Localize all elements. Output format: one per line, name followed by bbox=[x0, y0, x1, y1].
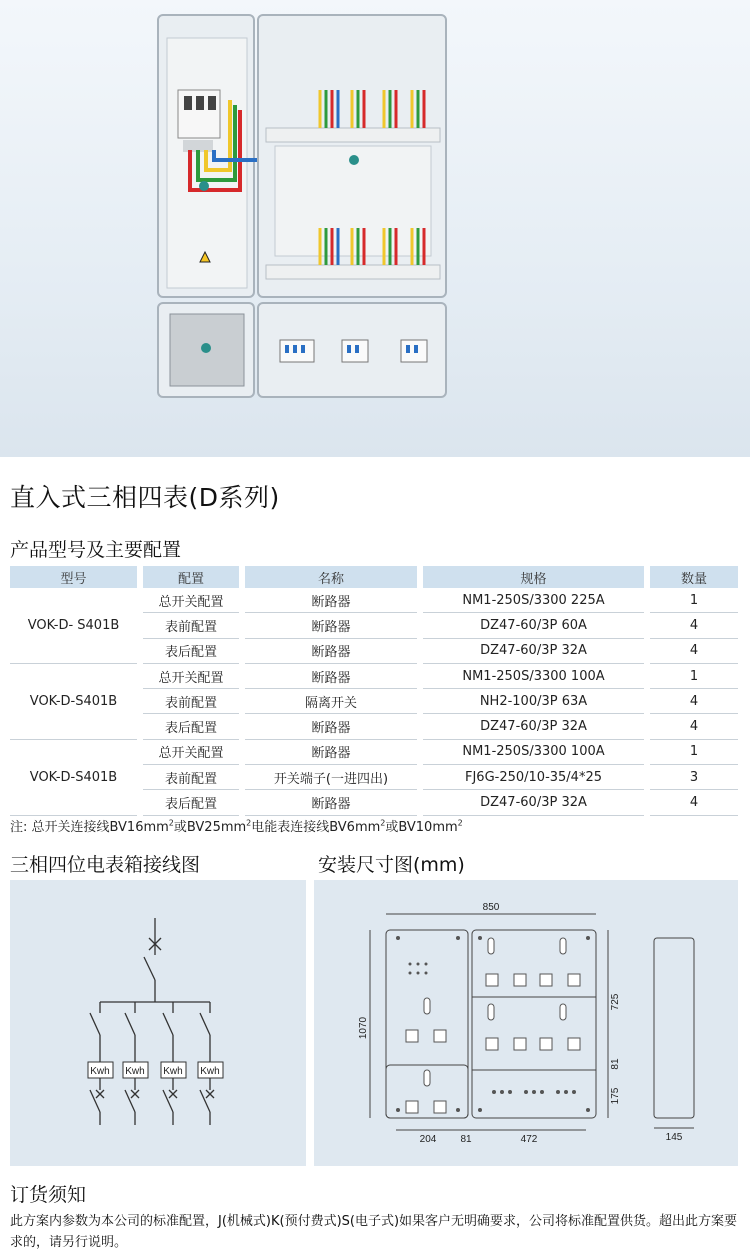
note-text: 电能表连接线BV6mm bbox=[251, 820, 381, 835]
table-cell: 总开关配置 bbox=[143, 664, 239, 689]
dimension-drawing bbox=[314, 880, 738, 1166]
table-cell: 1 bbox=[650, 664, 738, 689]
note-superscript: 2 bbox=[380, 818, 386, 828]
table-row bbox=[10, 664, 738, 689]
table-cell: 3 bbox=[650, 765, 738, 790]
col-header: 名称 bbox=[245, 566, 417, 588]
table-cell: DZ47-60/3P 32A bbox=[423, 790, 644, 815]
table-cell: 断路器 bbox=[245, 740, 417, 765]
page-title: 直入式三相四表(D系列) bbox=[10, 483, 280, 512]
table-cell: 4 bbox=[650, 714, 738, 739]
dim-width-81: 81 bbox=[460, 1134, 472, 1145]
dim-height-175: 175 bbox=[610, 1087, 621, 1105]
table-cell: 表前配置 bbox=[143, 613, 239, 638]
table-cell: 表后配置 bbox=[143, 639, 239, 664]
dimension-diagram-panel bbox=[314, 880, 738, 1166]
table-cell: DZ47-60/3P 32A bbox=[423, 639, 644, 664]
note-superscript: 2 bbox=[457, 818, 463, 828]
wiring-note bbox=[10, 816, 463, 835]
dim-depth-145: 145 bbox=[665, 1132, 683, 1143]
table-cell: 断路器 bbox=[245, 790, 417, 815]
dim-height-81: 81 bbox=[610, 1058, 621, 1070]
kwh-label: Kwh bbox=[90, 1066, 110, 1077]
table-row bbox=[10, 740, 738, 765]
wiring-diagram-panel bbox=[10, 880, 306, 1166]
table-cell: 表后配置 bbox=[143, 790, 239, 815]
dim-width-850: 850 bbox=[482, 902, 500, 913]
table-cell: 断路器 bbox=[245, 639, 417, 664]
wiring-diagram bbox=[10, 880, 306, 1166]
table-cell: 表前配置 bbox=[143, 765, 239, 790]
col-header: 数量 bbox=[650, 566, 738, 588]
table-cell: 表前配置 bbox=[143, 689, 239, 714]
model-cell: VOK-D-S401B bbox=[10, 740, 137, 816]
dim-height-1070: 1070 bbox=[358, 1016, 369, 1040]
kwh-label: Kwh bbox=[125, 1066, 145, 1077]
table-cell: NM1-250S/3300 100A bbox=[423, 740, 644, 765]
product-photo bbox=[0, 0, 750, 457]
table-cell: DZ47-60/3P 60A bbox=[423, 613, 644, 638]
col-header: 规格 bbox=[423, 566, 644, 588]
note-superscript: 2 bbox=[168, 818, 174, 828]
table-header-row bbox=[10, 566, 738, 588]
table-cell: DZ47-60/3P 32A bbox=[423, 714, 644, 739]
table-cell: 总开关配置 bbox=[143, 740, 239, 765]
table-cell: 1 bbox=[650, 588, 738, 613]
dim-width-204: 204 bbox=[419, 1134, 437, 1145]
table-cell: 4 bbox=[650, 613, 738, 638]
col-header: 配置 bbox=[143, 566, 239, 588]
note-text: 或BV25mm bbox=[173, 820, 247, 835]
order-notes-title: 订货须知 bbox=[10, 1184, 87, 1206]
model-cell: VOK-D-S401B bbox=[10, 664, 137, 740]
section-config-title: 产品型号及主要配置 bbox=[10, 539, 182, 561]
table-cell: 开关端子(一进四出) bbox=[245, 765, 417, 790]
table-cell: 1 bbox=[650, 740, 738, 765]
table-cell: 断路器 bbox=[245, 714, 417, 739]
wiring-diagram-title: 三相四位电表箱接线图 bbox=[10, 854, 201, 876]
table-cell: NM1-250S/3300 225A bbox=[423, 588, 644, 613]
col-header: 型号 bbox=[10, 566, 137, 588]
table-cell: FJ6G-250/10-35/4*25 bbox=[423, 765, 644, 790]
table-cell: 4 bbox=[650, 689, 738, 714]
table-cell: 断路器 bbox=[245, 588, 417, 613]
table-cell: 总开关配置 bbox=[143, 588, 239, 613]
kwh-label: Kwh bbox=[200, 1066, 220, 1077]
table-cell: NH2-100/3P 63A bbox=[423, 689, 644, 714]
table-row bbox=[10, 588, 738, 613]
table-cell: 断路器 bbox=[245, 613, 417, 638]
meter-box-illustration bbox=[0, 0, 750, 457]
order-notes-text: 此方案内参数为本公司的标准配置，J(机械式)K(预付费式)S(电子式)如果客户无明确要求，公司将标准配置供货。超出此方案要求的，请另行说明。 bbox=[10, 1214, 738, 1250]
table-cell: 隔离开关 bbox=[245, 689, 417, 714]
dim-width-472: 472 bbox=[520, 1134, 538, 1145]
dim-height-725: 725 bbox=[610, 993, 621, 1011]
kwh-label: Kwh bbox=[163, 1066, 183, 1077]
table-cell: 4 bbox=[650, 790, 738, 815]
table-cell: 断路器 bbox=[245, 664, 417, 689]
dimension-diagram-title: 安装尺寸图(mm) bbox=[318, 854, 465, 876]
table-cell: NM1-250S/3300 100A bbox=[423, 664, 644, 689]
table-cell: 表后配置 bbox=[143, 714, 239, 739]
note-superscript: 2 bbox=[246, 818, 252, 828]
note-text: 注: 总开关连接线BV16mm bbox=[10, 820, 169, 835]
note-text: 或BV10mm bbox=[385, 820, 458, 835]
config-table bbox=[10, 566, 738, 816]
table-cell: 4 bbox=[650, 639, 738, 664]
model-cell: VOK-D- S401B bbox=[10, 588, 137, 664]
